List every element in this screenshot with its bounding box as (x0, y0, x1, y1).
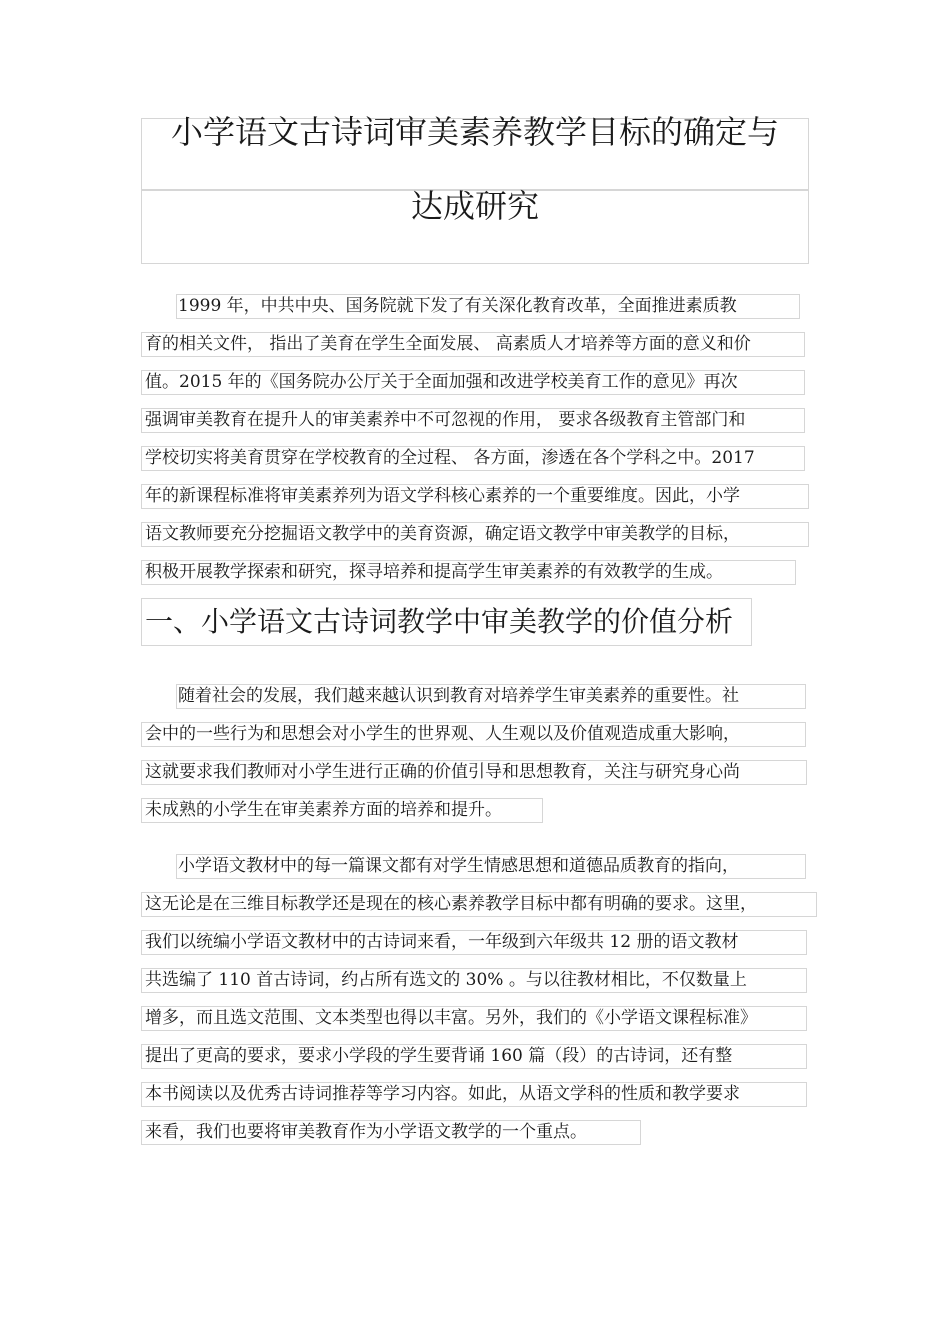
paragraph-line: 育的相关文件， 指出了美育在学生全面发展、 高素质人才培养等方面的意义和价 (145, 334, 751, 354)
paragraph-line: 本书阅读以及优秀古诗词推荐等学习内容。如此，从语文学科的性质和教学要求 (145, 1084, 740, 1104)
paragraph-line: 我们以统编小学语文教材中的古诗词来看，一年级到六年级共 12 册的语文教材 (145, 932, 739, 952)
paragraph-line: 语文教师要充分挖掘语文教学中的美育资源，确定语文教学中审美教学的目标， (145, 524, 740, 544)
paragraph-line: 年的新课程标准将审美素养列为语文学科核心素养的一个重要维度。因此，小学 (145, 486, 740, 506)
document-title-line-1: 小学语文古诗词审美素养教学目标的确定与 (170, 113, 779, 151)
paragraph-line: 共选编了 110 首古诗词，约占所有选文的 30% 。与以往教材相比，不仅数量上 (145, 970, 747, 990)
paragraph-line: 未成熟的小学生在审美素养方面的培养和提升。 (145, 800, 502, 820)
section-heading-1: 一、小学语文古诗词教学中审美教学的价值分析 (145, 605, 734, 638)
paragraph-line: 这就要求我们教师对小学生进行正确的价值引导和思想教育，关注与研究身心尚 (145, 762, 740, 782)
paragraph-line: 随着社会的发展，我们越来越认识到教育对培养学生审美素养的重要性。社 (178, 686, 739, 706)
paragraph-line: 值。2015 年的《国务院办公厅关于全面加强和改进学校美育工作的意见》再次 (145, 372, 738, 392)
paragraph-line: 强调审美教育在提升人的审美素养中不可忽视的作用， 要求各级教育主管部门和 (145, 410, 746, 430)
paragraph-line: 积极开展教学探索和研究，探寻培养和提高学生审美素养的有效教学的生成。 (145, 562, 723, 582)
paragraph-line: 提出了更高的要求，要求小学段的学生要背诵 160 篇（段）的古诗词，还有整 (145, 1046, 733, 1066)
paragraph-line: 会中的一些行为和思想会对小学生的世界观、人生观以及价值观造成重大影响， (145, 724, 740, 744)
paragraph-line: 来看，我们也要将审美教育作为小学语文教学的一个重点。 (145, 1122, 587, 1142)
paragraph-line: 学校切实将美育贯穿在学校教育的全过程、 各方面，渗透在各个学科之中。2017 (145, 448, 755, 468)
paragraph-line: 1999 年，中共中央、国务院就下发了有关深化教育改革，全面推进素质教 (178, 296, 737, 316)
paragraph-line: 增多，而且选文范围、文本类型也得以丰富。另外，我们的《小学语文课程标准》 (145, 1008, 757, 1028)
paragraph-line: 这无论是在三维目标教学还是现在的核心素养教学目标中都有明确的要求。这里， (145, 894, 757, 914)
paragraph-line: 小学语文教材中的每一篇课文都有对学生情感思想和道德品质教育的指向， (178, 856, 739, 876)
document-title-line-2: 达成研究 (410, 187, 539, 225)
